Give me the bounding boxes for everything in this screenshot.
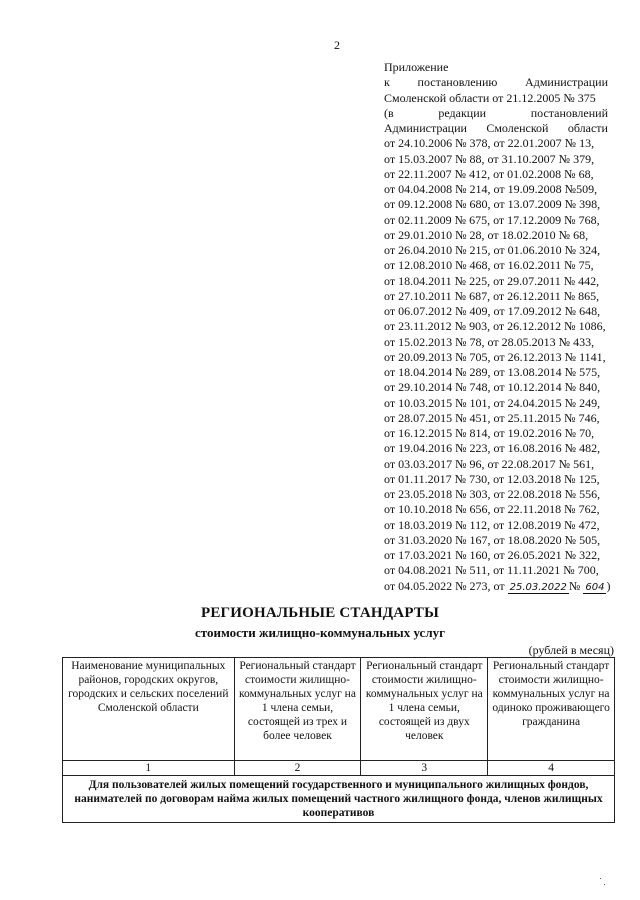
appendix-word: постановлений: [530, 105, 608, 120]
header-cell: Региональный стандарт стоимости жилищно-коммунальных услуг на одиноко проживающего гражданина: [488, 658, 615, 761]
amendment-line: от 10.10.2018 № 656, от 22.11.2018 № 762,: [384, 502, 600, 517]
amendment-line: от 23.11.2012 № 903, от 26.12.2012 № 1086,: [384, 319, 606, 334]
section-row: [63, 776, 615, 823]
amendment-line: от 18.03.2019 № 112, от 12.08.2019 № 472,: [384, 517, 600, 532]
column-number: 1: [63, 761, 235, 776]
amendment-line: от 17.03.2021 № 160, от 26.05.2021 № 322,: [384, 548, 601, 562]
amendment-line: от 27.10.2011 № 687, от 26.12.2011 № 865,: [384, 288, 600, 303]
handwritten-date: 25.03.2022: [509, 581, 567, 593]
amendment-line: от 06.07.2012 № 409, от 17.09.2012 № 648,: [384, 304, 601, 318]
appendix-word: редакции: [438, 105, 487, 120]
amendment-last-prefix: от 04.05.2022 № 273, от: [384, 578, 505, 593]
amendment-line: от 15.03.2007 № 88, от 31.10.2007 № 379,: [384, 151, 595, 166]
amendment-line: от 15.02.2013 № 78, от 28.05.2013 № 433,: [384, 334, 595, 349]
amendment-line: от 18.04.2011 № 225, от 29.07.2011 № 442,: [384, 273, 600, 288]
amendment-line: от 04.04.2008 № 214, от 19.09.2008 №509,: [384, 182, 598, 196]
amendment-line: от 31.03.2020 № 167, от 18.08.2020 № 505,: [384, 532, 601, 547]
closing-paren: ): [606, 578, 611, 593]
appendix-word: постановлению: [417, 75, 498, 90]
handwritten-number: 604: [585, 581, 605, 593]
amendment-line: от 03.03.2017 № 96, от 22.08.2017 № 561,: [384, 456, 595, 471]
appendix-word: Смоленской: [486, 121, 549, 135]
appendix-word: области: [567, 121, 608, 135]
header-cell: Наименование муниципальных районов, городских округов, городских и сельских поселений Смоленской области: [63, 658, 235, 761]
column-number: 3: [361, 761, 488, 776]
appendix-line-4: [384, 121, 608, 136]
header-cell: Региональный стандарт стоимости жилищно-коммунальных услуг на 1 члена семьи, состоящей из двух человек: [361, 658, 488, 761]
amendment-line: от 22.11.2007 № 412, от 01.02.2008 № 68,: [384, 166, 594, 181]
unit-note: (рублей в месяц): [528, 643, 614, 657]
amendment-line: от 04.08.2021 № 511, от 11.11.2021 № 700,: [384, 563, 599, 578]
amendment-line: от 01.11.2017 № 730, от 12.03.2018 № 125,: [384, 471, 600, 486]
amendment-line: от 28.07.2015 № 451, от 25.11.2015 № 746,: [384, 410, 600, 425]
amendment-line: от 23.05.2018 № 303, от 22.08.2018 № 556,: [384, 487, 601, 501]
column-number-row: [63, 761, 615, 776]
header-cell: Региональный стандарт стоимости жилищно-коммунальных услуг на 1 члена семьи, состоящей из трех и более человек: [234, 658, 361, 761]
column-number: 4: [488, 761, 615, 776]
page-number: 2: [334, 38, 340, 52]
appendix-line-1: [384, 75, 608, 90]
scan-speck: [600, 878, 601, 879]
amendment-line: от 16.12.2015 № 814, от 19.02.2016 № 70,: [384, 426, 595, 440]
section-heading: Для пользователей жилых помещений государственного и муниципального жилищных фондов, нанимателей по договорам найма жилых помещений частного жилищного фонда, членов жилищных кооперативов: [63, 776, 615, 823]
amendment-line: от 19.04.2016 № 223, от 16.08.2016 № 482,: [384, 441, 601, 456]
appendix-word: к: [384, 75, 390, 90]
amendment-last-line: [384, 578, 611, 595]
scan-speck: [604, 884, 605, 885]
appendix-line-3: [384, 106, 608, 121]
amendment-line: от 26.04.2010 № 215, от 01.06.2010 № 324,: [384, 243, 601, 257]
appendix-word: Администрации: [384, 121, 467, 135]
column-number: 2: [234, 761, 361, 776]
appendix-word: Администрации: [525, 75, 608, 90]
table-header-row: [63, 658, 615, 761]
appendix-title: Приложение: [384, 60, 449, 74]
document-subtitle: стоимости жилищно-коммунальных услуг: [194, 625, 446, 640]
amendment-line: от 24.10.2006 № 378, от 22.01.2007 № 13,: [384, 136, 595, 151]
amendment-list: [384, 136, 608, 578]
number-sign: №: [568, 578, 581, 593]
amendment-line: от 18.04.2014 № 289, от 13.08.2014 № 575,: [384, 365, 601, 379]
appendix-line-2: Смоленской области от 21.12.2005 № 375: [384, 90, 596, 105]
appendix-block: [384, 60, 611, 595]
amendment-line: от 12.08.2010 № 468, от 16.02.2011 № 75,: [384, 258, 594, 273]
amendment-line: от 09.12.2008 № 680, от 13.07.2009 № 398,: [384, 197, 601, 212]
document-title: РЕГИОНАЛЬНЫЕ СТАНДАРТЫ: [200, 605, 439, 621]
amendment-line: от 29.01.2010 № 28, от 18.02.2010 № 68,: [384, 227, 589, 242]
amendment-line: от 20.09.2013 № 705, от 26.12.2013 № 1141,: [384, 349, 606, 364]
amendment-line: от 29.10.2014 № 748, от 10.12.2014 № 840,: [384, 380, 601, 395]
amendment-line: от 02.11.2009 № 675, от 17.12.2009 № 768,: [384, 212, 600, 227]
standards-table: [62, 657, 615, 823]
appendix-word: (в: [384, 105, 394, 120]
amendment-line: от 10.03.2015 № 101, от 24.04.2015 № 249,: [384, 395, 601, 410]
